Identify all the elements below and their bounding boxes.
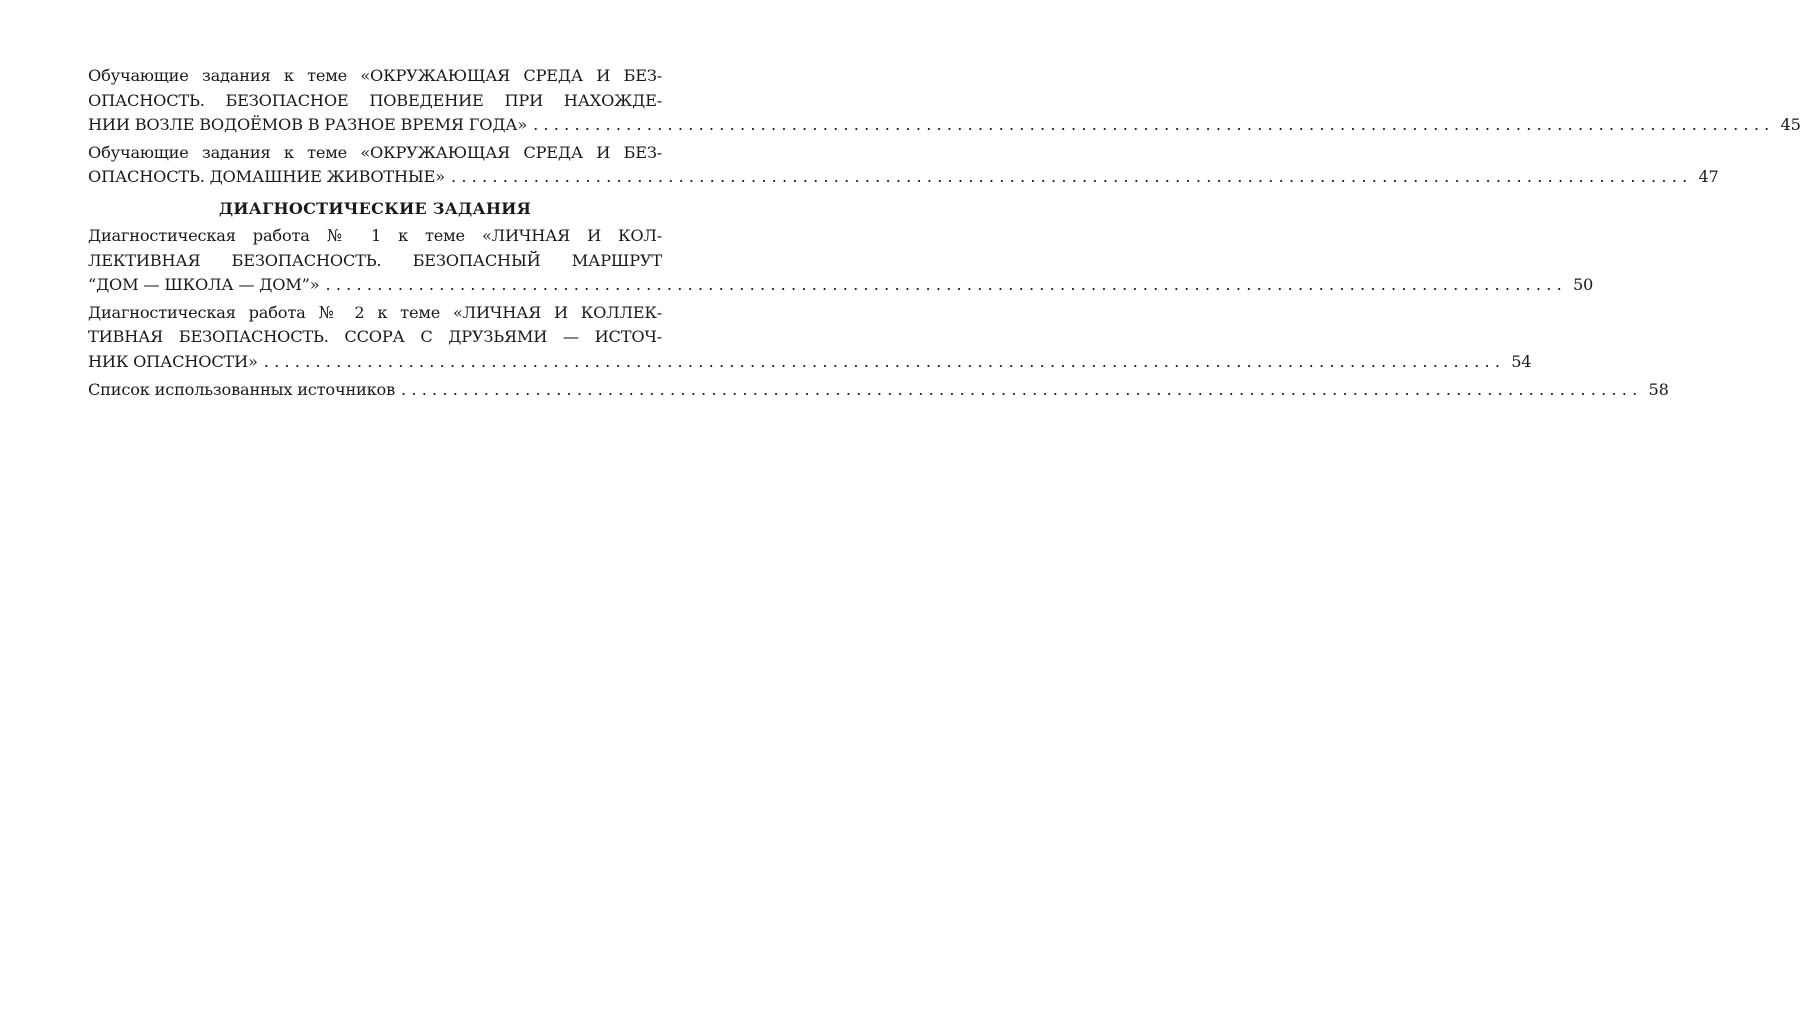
page-number: 58 <box>1648 379 1669 399</box>
toc-entry-text: НИК ОПАСНОСТИ» <box>88 351 258 371</box>
dot-leader: ........................................................................................................................ <box>263 351 1506 371</box>
section-heading: ДИАГНОСТИЧЕСКИЕ ЗАДАНИЯ <box>218 198 532 218</box>
toc-entry-last-line <box>88 113 1801 138</box>
toc-entry-1 <box>88 64 1801 138</box>
toc-entry-line: Диагностическая работа № 1 к теме «ЛИЧНАЯ И КОЛ- <box>88 225 662 245</box>
toc-entry-line: Обучающие задания к теме «ОКРУЖАЮЩАЯ СРЕДА И БЕЗ- <box>88 66 662 85</box>
toc-entry-5 <box>88 378 1669 403</box>
toc-entry-3 <box>88 224 1594 298</box>
toc-entry-last-line <box>88 273 1594 298</box>
page-number: 45 <box>1780 115 1801 135</box>
dot-leader: ........................................................................................................................ <box>325 275 1567 295</box>
toc-entry-text: НИИ ВОЗЛЕ ВОДОЁМОВ В РАЗНОЕ ВРЕМЯ ГОДА» <box>88 115 528 135</box>
toc-entry-line: Диагностическая работа № 2 к теме «ЛИЧНАЯ И КОЛЛЕК- <box>88 302 662 322</box>
dot-leader: ........................................................................................................................ <box>401 379 1643 399</box>
toc-entry-line: Обучающие задания к теме «ОКРУЖАЮЩАЯ СРЕДА И БЕЗ- <box>88 142 662 162</box>
table-of-contents <box>88 64 1801 405</box>
toc-entry-4 <box>88 301 1532 375</box>
toc-entry-last-line <box>88 350 1532 375</box>
page-number: 54 <box>1511 351 1532 371</box>
dot-leader: ........................................................................................................................ <box>450 167 1693 187</box>
page-number: 50 <box>1572 275 1594 295</box>
toc-entry-last-line <box>88 378 1669 403</box>
toc-entry-text: ОПАСНОСТЬ. ДОМАШНИЕ ЖИВОТНЫЕ» <box>88 167 445 187</box>
dot-leader: ........................................................................................................................ <box>533 115 1775 135</box>
toc-entry-line: ТИВНАЯ БЕЗОПАСНОСТЬ. ССОРА С ДРУЗЬЯМИ — ИСТОЧ- <box>88 327 662 347</box>
toc-entry-text: Список использованных источников <box>88 379 396 399</box>
toc-entry-text: “ДОМ — ШКОЛА — ДОМ”» <box>88 275 320 295</box>
toc-entry-last-line <box>88 165 1719 190</box>
toc-entry-line: ЛЕКТИВНАЯ БЕЗОПАСНОСТЬ. БЕЗОПАСНЫЙ МАРШРУТ <box>88 250 662 270</box>
toc-entry-line: ОПАСНОСТЬ. БЕЗОПАСНОЕ ПОВЕДЕНИЕ ПРИ НАХОЖДЕ- <box>88 90 662 110</box>
page-number: 47 <box>1698 167 1719 187</box>
toc-entry-2 <box>88 141 1719 190</box>
